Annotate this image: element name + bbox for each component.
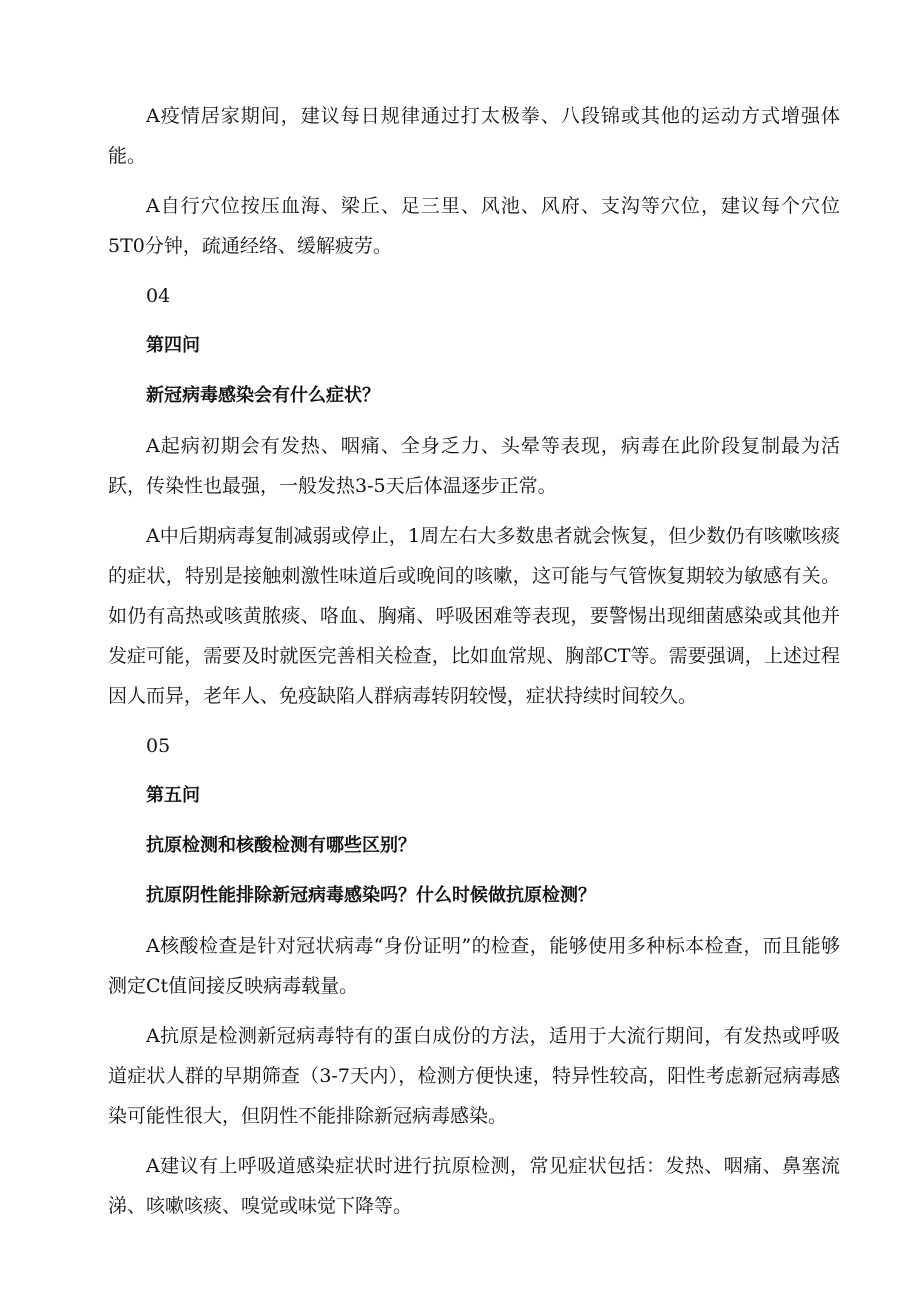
paragraph-antigen-timing: A建议有上呼吸道感染症状时进行抗原检测，常见症状包括：发热、咽痛、鼻塞流涕、咳嗽咳痰、嗅觉或味觉下降等。 — [108, 1155, 840, 1217]
question-q5-difference: 抗原检测和核酸检测有哪些区别？ — [146, 835, 416, 856]
question-q5-antigen: 抗原阴性能排除新冠病毒感染吗？什么时候做抗原检测？ — [146, 885, 596, 906]
paragraph-antigen: A抗原是检测新冠病毒特有的蛋白成份的方法，适用于大流行期间，有发热或呼吸道症状人群的早期筛查（3-7天内），检测方便快速，特异性较高，阳性考虑新冠病毒感染可能性很大，但阴性不能排除新冠病毒感染。 — [108, 1025, 840, 1127]
paragraph-later-symptoms: A中后期病毒复制减弱或停止，1周左右大多数患者就会恢复，但少数仍有咳嗽咳痰的症状，特别是接触刺激性味道后或晚间的咳嗽，这可能与气管恢复期较为敏感有关。如仍有高热或咳黄脓痰、咯血、胸痛、呼吸困难等表现，要警惕出现细菌感染或其他并发症可能，需要及时就医完善相关检查，比如血常规、胸部CT等。需要强调，上述过程因人而异，老年人、免疫缺陷人群病毒转阴较慢，症状持续时间较久。 — [108, 525, 840, 707]
document-page — [108, 96, 840, 1236]
question-q4: 新冠病毒感染会有什么症状？ — [146, 385, 380, 406]
paragraph-early-symptoms: A起病初期会有发热、咽痛、全身乏力、头晕等表现，病毒在此阶段复制最为活跃，传染性也最强，一般发热3-5天后体温逐步正常。 — [108, 435, 840, 497]
section-title-q4: 第四问 — [146, 335, 200, 356]
section-number-04: 04 — [146, 285, 171, 307]
section-title-q5: 第五问 — [146, 785, 200, 806]
paragraph-acupoint: A自行穴位按压血海、梁丘、足三里、风池、风府、支沟等穴位，建议每个穴位5T0分钟，疏通经络、缓解疲劳。 — [108, 195, 840, 257]
paragraph-exercise: A疫情居家期间，建议每日规律通过打太极拳、八段锦或其他的运动方式增强体能。 — [108, 105, 840, 167]
paragraph-nucleic-acid: A核酸检查是针对冠状病毒“身份证明”的检查，能够使用多种标本检查，而且能够测定Ct值间接反映病毒载量。 — [108, 935, 840, 997]
section-number-05: 05 — [146, 735, 171, 757]
